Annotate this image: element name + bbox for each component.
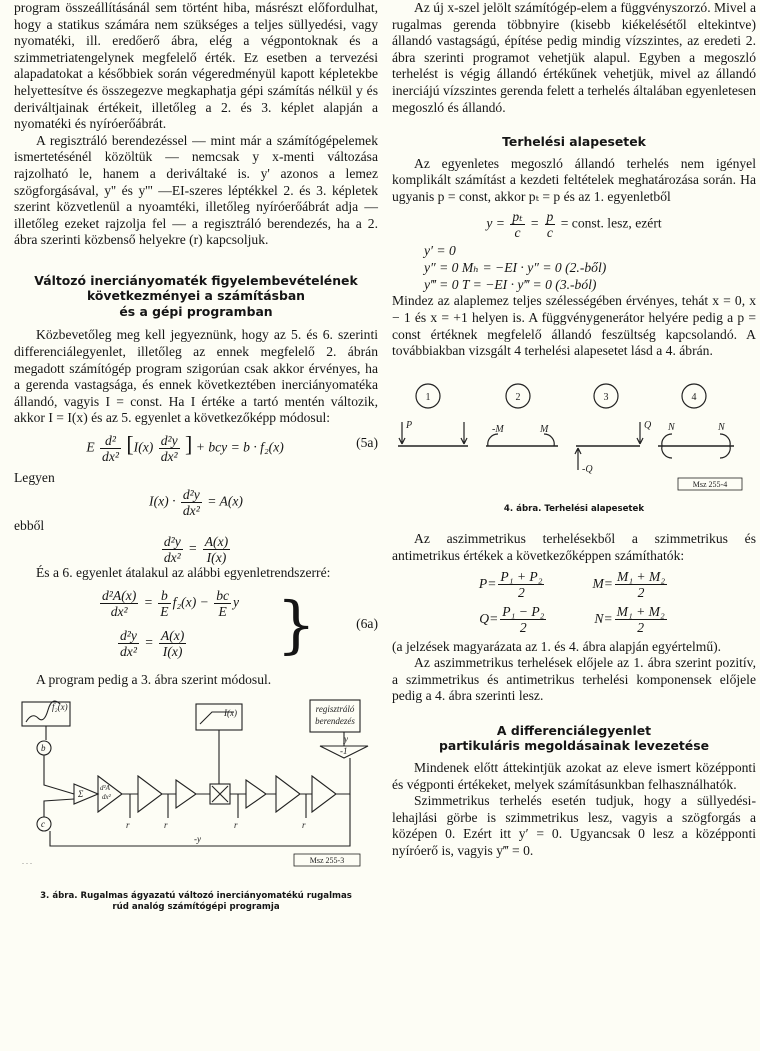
- svg-text:4: 4: [691, 391, 697, 403]
- figure-3: [14, 696, 378, 913]
- symmetric-formulas: P = $\frac{\text{P₁ + P₂}}{2}$ M = $\frac{\text{M₁ + M₂}}{2}$: [478, 568, 666, 600]
- equation-6a: $\frac{\text{d²A(x)}}{\text{dx²}}$ = $\frac{b}{E}$ f₂(x) − $\frac{bc}{E}$ y $\frac{\text{d²y}}{\text{dx²}}$ = $\frac{A(x)}{I(x)}$ } (6a): [102, 587, 378, 661]
- svg-text:. . .: . . .: [22, 857, 32, 867]
- figure-3-caption: 3. ábra. Rugalmas ágyazatú változó inerciányomatékú rugalmas rúd analóg számítógépi programja: [40, 890, 352, 912]
- svg-text:-y: -y: [194, 834, 201, 845]
- svg-text:r: r: [164, 820, 168, 831]
- label-legyen: Legyen: [14, 469, 55, 485]
- figure-4-code: Msz 255-4: [692, 479, 728, 489]
- paragraph: És a 6. egyenlet átalakul az alábbi egyenletrendszerré:: [36, 565, 331, 581]
- paragraph: Szimmetrikus terhelés esetén tudjuk, hogy a süllyedési-lehajlási görbe is szimmetrikus lesz, vagyis a szögforgás a középen 0. Ezért itt y′ = 0. Ugyancsak 0 lesz a középponti nyíróerő is, vagyis y‴ = 0.: [392, 793, 756, 858]
- svg-text:r: r: [302, 820, 306, 831]
- paragraph: Mindenek előtt áttekintjük azokat az eleve ismert középponti és végponti értékeket, melyek számításunkban felhasználhatók.: [392, 759, 756, 792]
- svg-text:P: P: [406, 419, 413, 431]
- antimetric-formulas: Q = $\frac{\text{P₁ − P₂}}{2}$ N = $\frac{\text{M₁ + M₂}}{2}$: [479, 603, 665, 635]
- paragraph: Az aszimmetrikus terhelésekből a szimmetrikus és antimetrikus értékek a következőképpen számíthatók:: [392, 531, 756, 563]
- load-cases-diagram: [392, 374, 756, 500]
- figure-4: [392, 374, 756, 516]
- left-column: [14, 0, 378, 913]
- equation-5a: (5a) E $\frac{\text{d²}}{\text{dx²}}$ [I(x) $\frac{\text{d²y}}{\text{dx²}}$ ] + bcy = b · f₂(x): [86, 431, 378, 464]
- svg-text:M: M: [540, 423, 549, 435]
- svg-text:y: y: [344, 734, 348, 745]
- svg-text:r: r: [126, 820, 130, 831]
- section-heading: Terhelési alapesetek: [502, 134, 646, 150]
- svg-text:N: N: [718, 421, 725, 433]
- paragraph: Mindez az alaplemez teljes szélességében érvényes, tehát x = 0, x − 1 és x = +1 helyen is. A függvénygenerátor helyére pedig a p = const értéknek megfelelő állandó feszültség kapcsolandó. A továbbiakban vizsgált 4 terhelési alapesetet lásd a 4. ábrán.: [392, 293, 756, 359]
- paragraph: Az új x-szel jelölt számítógép-elem a függvényszorzó. Mivel a rugalmas gerenda többnyire (kisebb kiékelésétől eltekintve) állandó vastagságú, építése pedig mindig vízszintes, az eredeti 2. ábra szerinti programot vehetjük alapul. Egyben a megoszló terhelést is végig állandó értékűnek vehetjük, mivel az állandó inerciájú vízszintes gerenda felett a terhelés általában egyenletesen megoszló és állandó.: [392, 0, 756, 115]
- svg-text:N: N: [668, 421, 675, 433]
- integrator-4: [312, 776, 336, 812]
- equation-const: y = $\frac{\text{pₜ}}{c}$ = $\frac{p}{c}$ = const. lesz, ezért: [486, 209, 662, 241]
- paragraph: (a jelzések magyarázata az 1. és 4. ábra alapján egyértelmű).: [392, 638, 722, 654]
- recorder-label-2: berendezés: [315, 716, 355, 727]
- svg-text:I(x): I(x): [224, 708, 237, 719]
- svg-text:Σ: Σ: [78, 789, 84, 800]
- analog-program-diagram: [14, 696, 378, 886]
- paragraph: Az egyenletes megoszló állandó terhelés nem igényel komplikált számítást a kezdeti feltételek meghatározása során. Ha ugyanis p = const, akkor pₜ = p és az 1. egyenletből: [392, 155, 756, 204]
- figure-4-caption: 4. ábra. Terhelési alapesetek: [503, 504, 645, 515]
- svg-text:-1: -1: [340, 746, 348, 757]
- recorder-label-1: regisztráló: [315, 704, 355, 715]
- paragraph: Az aszimmetrikus terhelések előjele az 1. ábra szerint pozitív, a szimmetrikus és antimetrikus terhelési komponensek előjele pedig a 4. ábra szerinti lesz.: [392, 655, 756, 704]
- equation-ebbol: $\frac{\text{d²y}}{\text{dx²}}$ = $\frac{A(x)}{I(x)}$: [163, 534, 229, 566]
- paragraph: A regisztráló berendezéssel — mint már a számítógépelemek ismertetésénél közöltük — nemcsak y x-menti változása rajzolható le, hanem a deriváltaké is. y' azonos a lemez szögforgásával, y'' és y''' —EI-szeres léptékkel 2. és 3. képletek szerint közvetlenül a nyoamtéki, illetőleg nyíróerőábrát adja — illetőleg ezeket rajzolja fel — a regisztráló berendezés, ha a 2. ábra szerinti közbenső helyekre (r) kapcsoljuk.: [14, 132, 378, 248]
- svg-text:dx²: dx²: [102, 793, 111, 802]
- integrator-2: [138, 776, 162, 812]
- svg-text:d²A: d²A: [100, 784, 110, 793]
- inverter-2: [246, 780, 266, 808]
- svg-text:b: b: [41, 743, 46, 754]
- label-ebbol: ebből: [14, 517, 45, 533]
- svg-text:1: 1: [425, 391, 431, 403]
- svg-text:f₂(x): f₂(x): [52, 702, 68, 713]
- right-column: [392, 0, 756, 860]
- svg-text:c: c: [41, 819, 45, 830]
- section-heading: A differenciálegyenlet partikuláris megoldásainak levezetése: [439, 722, 709, 754]
- svg-text:-M: -M: [492, 423, 504, 435]
- svg-text:3: 3: [603, 391, 609, 403]
- derivative-list: y′ = 0 y″ = 0 Mₕ = −EI · y″ = 0 (2.-ből) y‴ = 0 T = −EI · y‴ = 0 (3.-ból): [424, 243, 607, 293]
- paragraph: Közbevetőleg meg kell jegyeznünk, hogy az 5. és 6. szerinti differenciálegyenlet, illetőleg az ennek megfelelő 2. ábrán megadott számítógép program szigorúan csak akkor érvényes, ha a gerenda vastagsága, és ennek következtében inerciányomatéka állandó, vagyis I = const. Ha I értéke a tartó mentén változik, akkor I = I(x) és az 5. egyenlet a következőképp módosul:: [14, 327, 378, 426]
- figure-3-code: Msz 255-3: [309, 856, 345, 866]
- svg-text:Q: Q: [644, 419, 652, 431]
- integrator-3: [276, 776, 300, 812]
- svg-text:-Q: -Q: [582, 463, 593, 475]
- section-heading: Változó inerciányomaték figyelembevételének következményei a számításban és a gépi programban: [34, 272, 358, 319]
- inverter-1: [176, 780, 196, 808]
- paragraph: A program pedig a 3. ábra szerint módosul.: [36, 671, 272, 687]
- svg-text:2: 2: [515, 391, 521, 403]
- equation-def: I(x) · $\frac{\text{d²y}}{\text{dx²}}$ = A(x): [149, 486, 243, 518]
- svg-text:r: r: [234, 820, 238, 831]
- paragraph: program összeállításánál sem történt hiba, másrészt előfordulhat, hogy a statikus számára nem szükséges a teljes süllyedési, vagy nyomatéki, ill. eredőerő ábra, elég a végpontoknak és a szimmetriatengelynek megfelelő érték. Ez esetben a tervezési alapadatokat a későbbiek során végeredményül kapott képletekbe helyettesítve és összegezve megkaphatja gépi számítás nélkül y és deriváltjainak értékeit, illetőleg a 2. és 3. képlet alapján a nyomatéki és nyíróerőábrát.: [14, 0, 378, 132]
